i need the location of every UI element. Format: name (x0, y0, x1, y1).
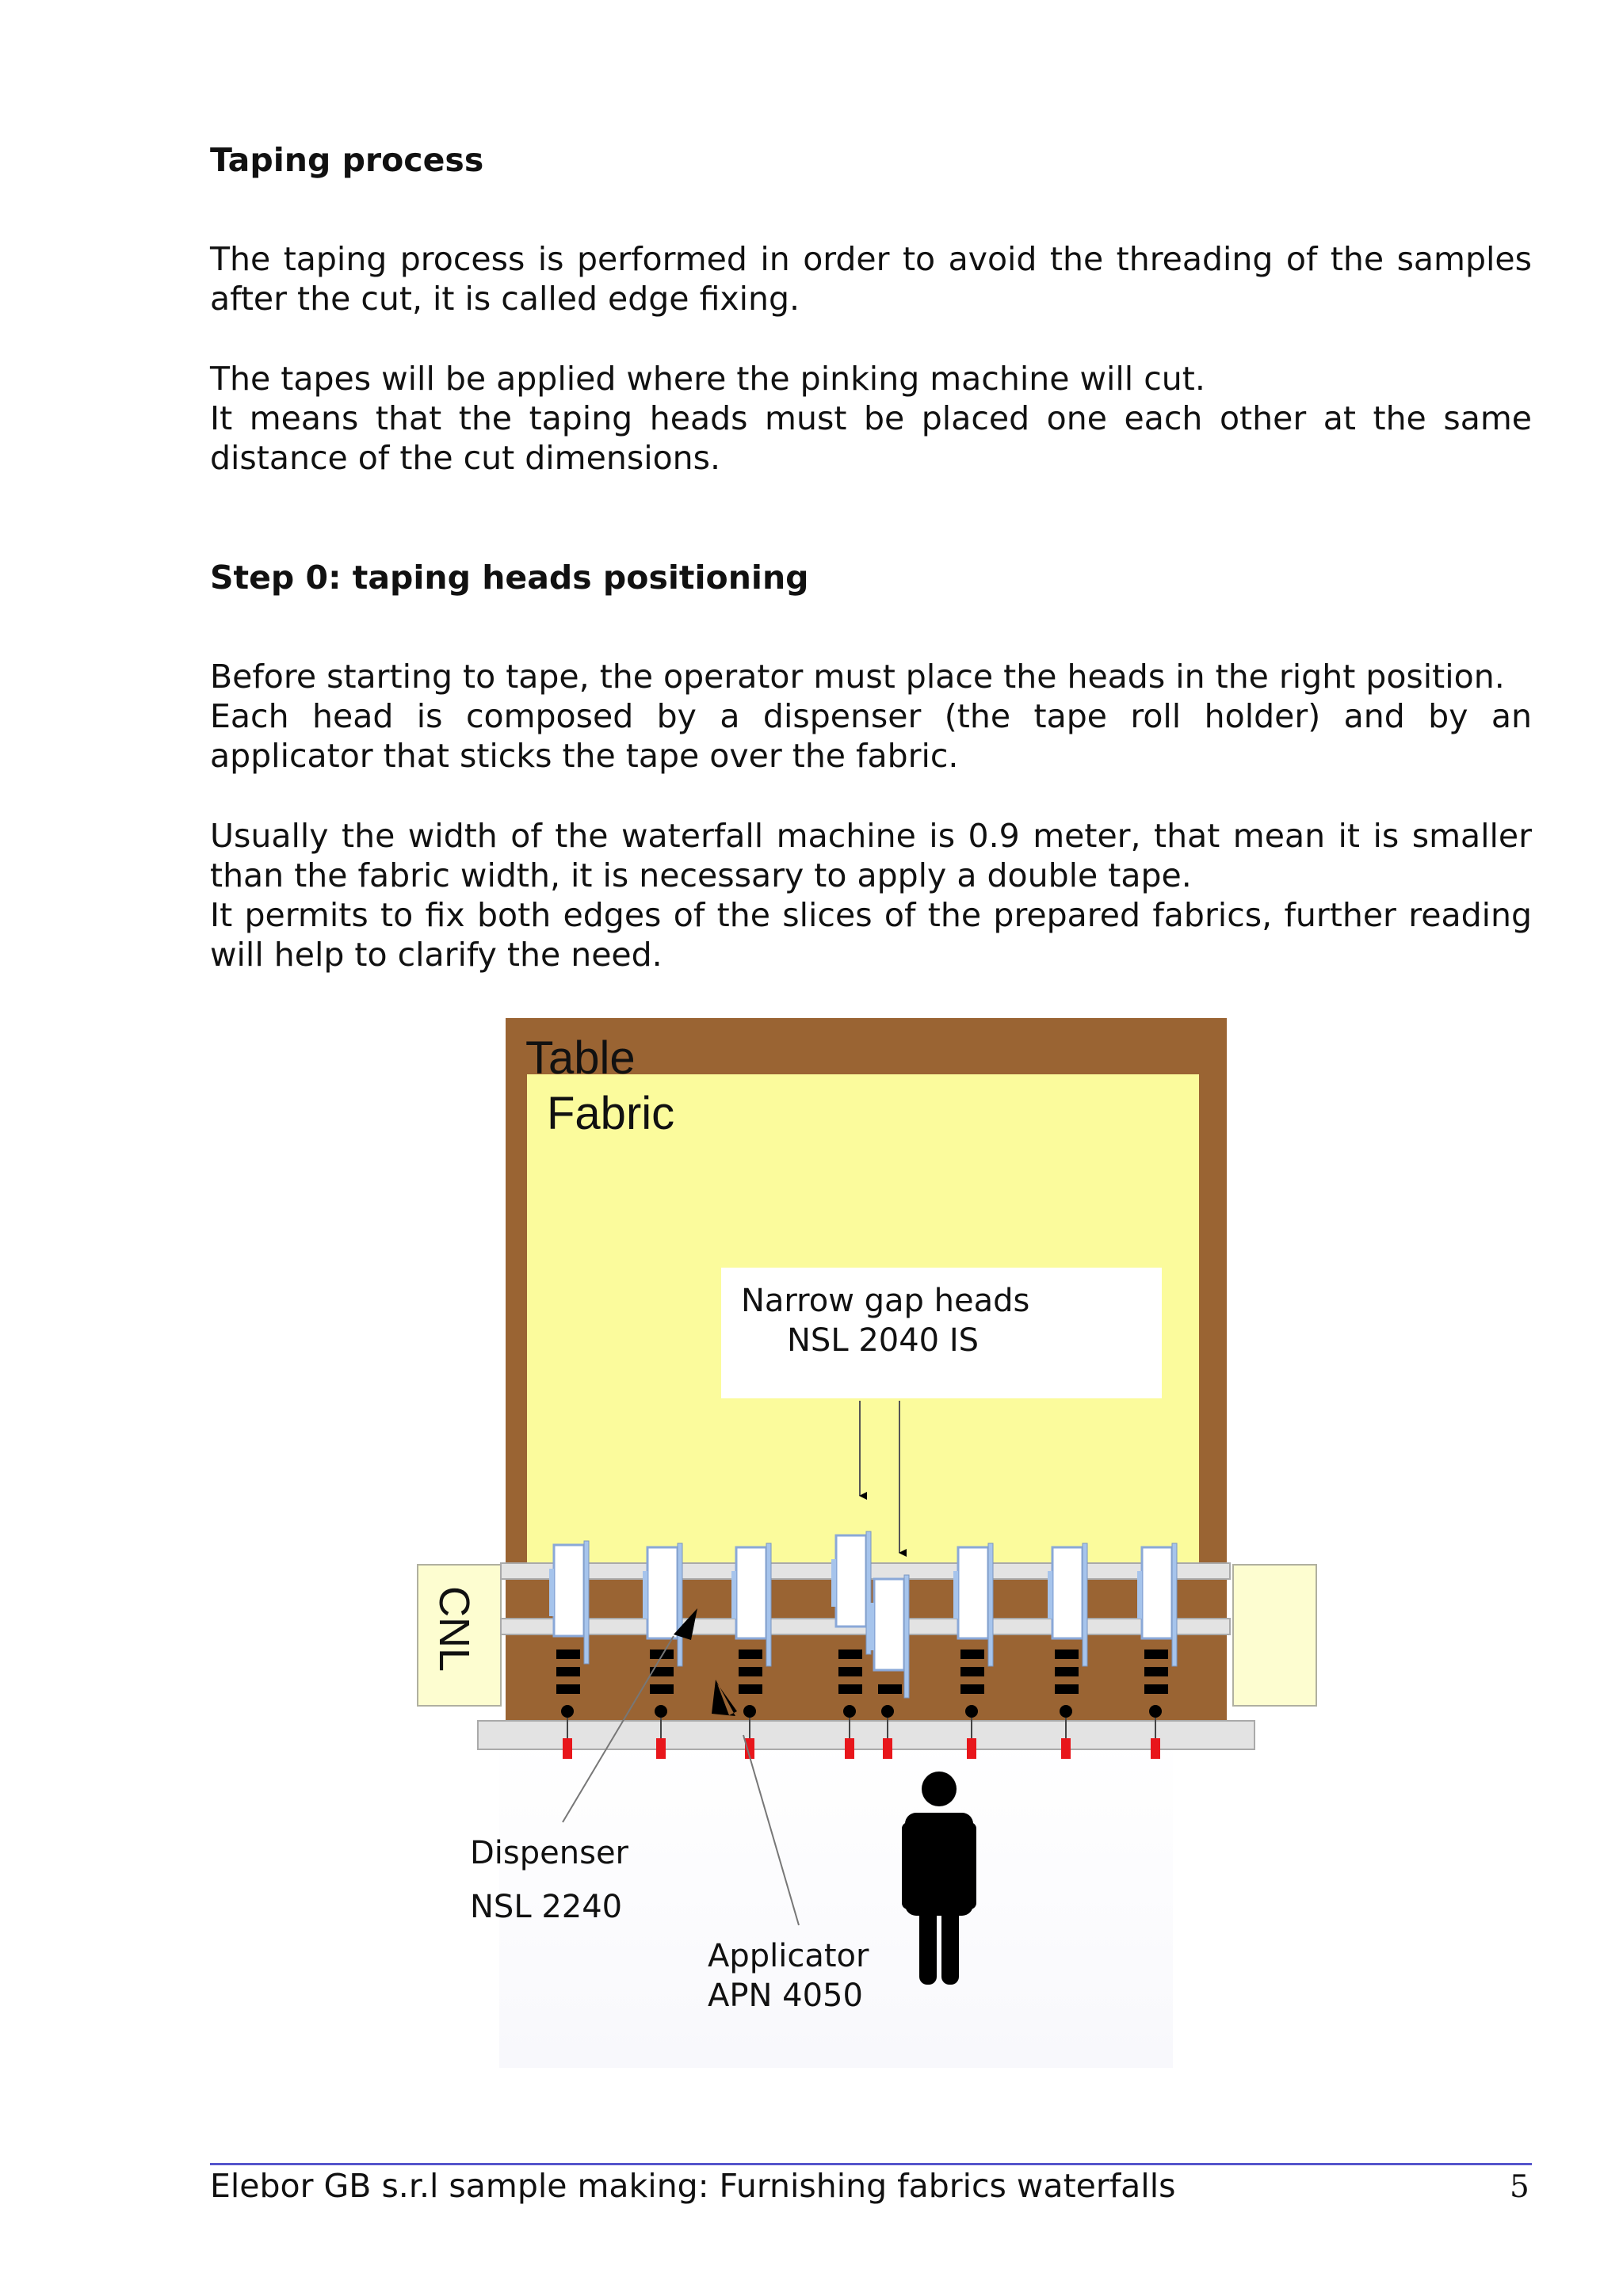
tape-roll (647, 1547, 678, 1638)
applicator-marker (967, 1738, 976, 1759)
text-line: Before starting to tape, the operator must place the heads in the right position. (210, 658, 1505, 696)
tape-roll (874, 1579, 904, 1670)
text-line: It means that the taping heads must be placed one each other at the same (210, 399, 1532, 437)
dispenser-block (556, 1684, 580, 1694)
narrow-gap-label: Narrow gap heads (741, 1283, 1030, 1319)
applicator-pivot (965, 1705, 978, 1718)
dispenser-block (650, 1667, 674, 1676)
applicator-model: APN 4050 (708, 1978, 863, 2014)
table-label: Table (525, 1032, 636, 1084)
head-bracket (904, 1575, 909, 1698)
dispenser-block (739, 1667, 762, 1676)
dispenser-model: NSL 2240 (470, 1889, 623, 1925)
right-side-panel (1233, 1565, 1316, 1706)
dispenser-block (1144, 1650, 1168, 1659)
applicator-marker (883, 1738, 892, 1759)
section-heading-step-0: Step 0: taping heads positioning (210, 559, 809, 597)
page-number: 5 (1510, 2169, 1529, 2205)
head-bracket (549, 1569, 554, 1616)
cnl-label: CNL (430, 1586, 478, 1672)
text-line: than the fabric width, it is necessary to apply a double tape. (210, 856, 1192, 894)
dispenser-block (739, 1684, 762, 1694)
head-bracket (678, 1543, 682, 1666)
head-bracket (643, 1571, 647, 1619)
head-bracket (584, 1541, 589, 1664)
applicator-marker (845, 1738, 854, 1759)
fabric-label: Fabric (547, 1088, 675, 1139)
dispenser-block (960, 1650, 984, 1659)
dispenser-block (650, 1650, 674, 1659)
applicator-pivot (743, 1705, 756, 1718)
head-bracket (831, 1559, 836, 1607)
tape-roll (1052, 1547, 1083, 1638)
text-line: Usually the width of the waterfall machine is 0.9 meter, that mean it is smaller (210, 817, 1532, 855)
dispenser-block (739, 1650, 762, 1659)
dispenser-block (960, 1667, 984, 1676)
dispenser-block (1055, 1667, 1079, 1676)
dispenser-block (838, 1684, 862, 1694)
applicator-marker (1151, 1738, 1160, 1759)
dispenser-block (1144, 1684, 1168, 1694)
dispenser-block (1055, 1650, 1079, 1659)
applicator-pivot (843, 1705, 856, 1718)
dispenser-block (1055, 1684, 1079, 1694)
dispenser-block (838, 1650, 862, 1659)
front-bar (478, 1721, 1254, 1749)
head-bracket (1172, 1543, 1177, 1666)
tape-roll (554, 1545, 584, 1636)
dispenser-block (556, 1667, 580, 1676)
applicator-marker (563, 1738, 572, 1759)
head-bracket (953, 1571, 958, 1619)
applicator-pivot (881, 1705, 894, 1718)
dispenser-block (650, 1684, 674, 1694)
applicator-marker (1061, 1738, 1071, 1759)
dispenser-block (878, 1684, 902, 1694)
dispenser-block (838, 1667, 862, 1676)
text-line: applicator that sticks the tape over the fabric. (210, 737, 959, 775)
head-bracket (731, 1571, 736, 1619)
narrow-gap-model: NSL 2040 IS (787, 1322, 980, 1359)
dispenser-label: Dispenser (470, 1835, 628, 1871)
text-line: after the cut, it is called edge fixing. (210, 280, 800, 318)
text-line: distance of the cut dimensions. (210, 439, 721, 477)
text-line: The taping process is performed in order to avoid the threading of the samples (210, 240, 1532, 278)
tape-roll (1142, 1547, 1172, 1638)
footer-title: Elebor GB s.r.l sample making: Furnishing fabrics waterfalls (210, 2167, 1176, 2205)
tape-roll (736, 1547, 766, 1638)
head-bracket (1048, 1571, 1052, 1619)
section-heading-taping-process: Taping process (210, 141, 484, 179)
head-bracket (1137, 1571, 1142, 1619)
footer-divider (210, 2163, 1532, 2165)
applicator-label: Applicator (708, 1938, 869, 1974)
tape-roll (958, 1547, 988, 1638)
head-bracket (869, 1603, 874, 1650)
applicator-pivot (1149, 1705, 1162, 1718)
applicator-pivot (655, 1705, 667, 1718)
head-bracket (1083, 1543, 1087, 1666)
text-line: It permits to fix both edges of the slices of the prepared fabrics, further reading (210, 896, 1532, 934)
text-line: The tapes will be applied where the pinking machine will cut. (210, 360, 1205, 398)
applicator-pivot (1060, 1705, 1072, 1718)
dispenser-block (960, 1684, 984, 1694)
head-bracket (766, 1543, 771, 1666)
head-bracket (988, 1543, 993, 1666)
text-line: Each head is composed by a dispenser (the tape roll holder) and by an (210, 697, 1532, 735)
tape-roll (836, 1535, 866, 1627)
text-line: will help to clarify the need. (210, 936, 663, 974)
dispenser-block (556, 1650, 580, 1659)
applicator-marker (656, 1738, 666, 1759)
dispenser-block (1144, 1667, 1168, 1676)
applicator-pivot (561, 1705, 574, 1718)
